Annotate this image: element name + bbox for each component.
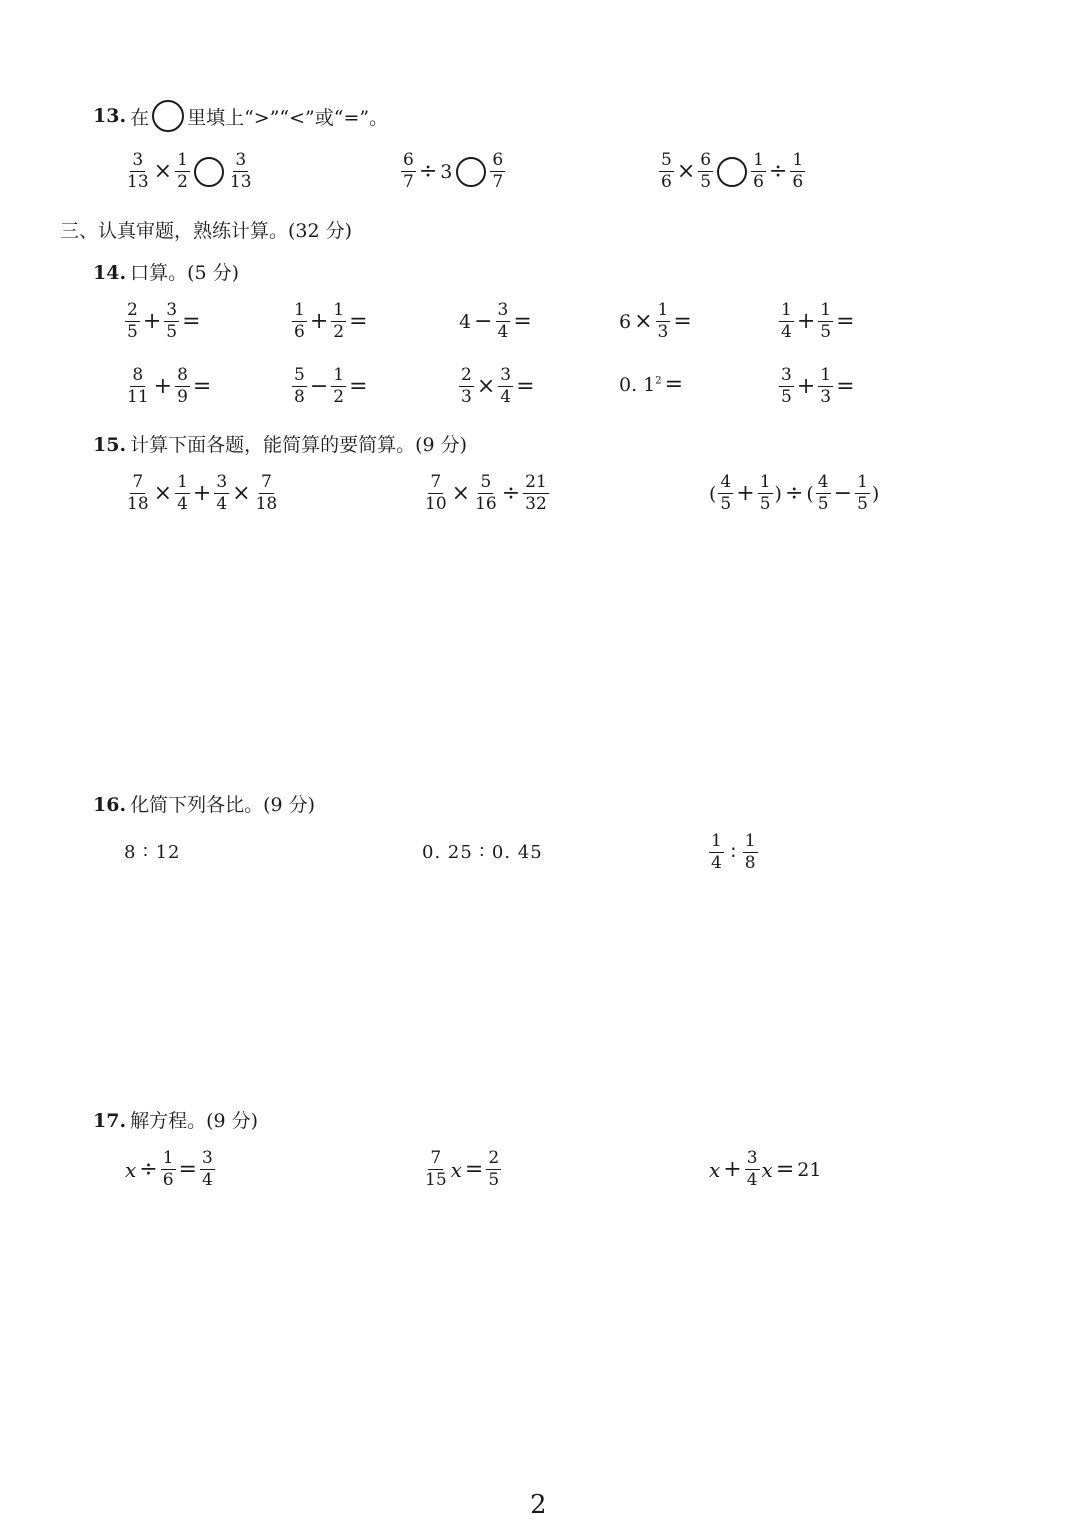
q17-eq-3: x + $\frac{3}{4}$ x = 21 bbox=[709, 1148, 822, 1190]
q13-text-b: 里填上“>”“<”或“=”。 bbox=[187, 106, 389, 129]
section-3-title: 三、认真审题，熟练计算。(32 分) bbox=[60, 220, 353, 242]
q13-text-a: 在 bbox=[130, 106, 150, 129]
q14-r1-item-4: 6 × $\frac{1}{3}$ = bbox=[619, 300, 692, 342]
q14-r2-item-3: $\frac{2}{3}$ × $\frac{3}{4}$ = bbox=[461, 365, 535, 407]
q14-r1-item-3: 4 − $\frac{3}{4}$ = bbox=[459, 300, 532, 342]
answer-circle-3[interactable] bbox=[717, 157, 747, 187]
page-number: 2 bbox=[530, 1490, 547, 1520]
q13-item-1: $\frac{3}{13}$ × $\frac{1}{2}$ $\frac{3}{13}$ bbox=[127, 150, 252, 192]
q17-eq-2: $\frac{7}{15}$ x = $\frac{2}{5}$ bbox=[425, 1148, 500, 1190]
q16-ratio-2: 0. 25 ∶ 0. 45 bbox=[422, 842, 543, 863]
q14-r2-item-5: $\frac{3}{5}$ + $\frac{1}{3}$ = bbox=[781, 365, 855, 407]
q14-r1-item-2: $\frac{1}{6}$ + $\frac{1}{2}$ = bbox=[294, 300, 368, 342]
answer-circle-1[interactable] bbox=[194, 157, 224, 187]
q14-r1-item-5: $\frac{1}{4}$ + $\frac{1}{5}$ = bbox=[781, 300, 855, 342]
q15-expr-3: ( $\frac{4}{5}$ + $\frac{1}{5}$ ) ÷ ( $\frac{4}{5}$ − $\frac{1}{5}$ ) bbox=[709, 472, 880, 514]
q14-r2-item-1: $\frac{8}{11}$ + $\frac{8}{9}$ = bbox=[127, 365, 212, 407]
q17-eq-1: x ÷ $\frac{1}{6}$ = $\frac{3}{4}$ bbox=[125, 1148, 213, 1190]
q13-title bbox=[93, 100, 388, 132]
compare-circle-icon bbox=[152, 100, 184, 132]
q15-expr-2: $\frac{7}{10}$ × $\frac{5}{16}$ ÷ $\frac{21}{32}$ bbox=[425, 472, 547, 514]
q14-r1-item-1: $\frac{2}{5}$ + $\frac{3}{5}$ = bbox=[127, 300, 201, 342]
q17-title: 17. 解方程。(9 分) bbox=[93, 1110, 259, 1132]
q14-r2-item-4: 0. $1^2$ = bbox=[619, 372, 684, 397]
q15-expr-1: $\frac{7}{18}$ × $\frac{1}{4}$ + $\frac{3}{4}$ × $\frac{7}{18}$ bbox=[127, 472, 278, 514]
q16-ratio-1: 8 ∶ 12 bbox=[124, 842, 181, 863]
q15-title: 15. 计算下面各题，能简算的要简算。(9 分) bbox=[93, 434, 468, 456]
q14-title: 14. 口算。(5 分) bbox=[93, 262, 240, 284]
q16-ratio-3: $\frac{1}{4}$ ∶ $\frac{1}{8}$ bbox=[711, 831, 756, 873]
q13-item-3: $\frac{5}{6}$ × $\frac{6}{5}$ $\frac{1}{6}$ ÷ $\frac{1}{6}$ bbox=[661, 150, 804, 192]
answer-circle-2[interactable] bbox=[456, 157, 486, 187]
q14-r2-item-2: $\frac{5}{8}$ − $\frac{1}{2}$ = bbox=[294, 365, 368, 407]
q13-item-2: $\frac{6}{7}$ ÷ 3 $\frac{6}{7}$ bbox=[403, 150, 504, 192]
q16-title: 16. 化简下列各比。(9 分) bbox=[93, 794, 316, 816]
q13-number: 13. bbox=[93, 105, 127, 127]
